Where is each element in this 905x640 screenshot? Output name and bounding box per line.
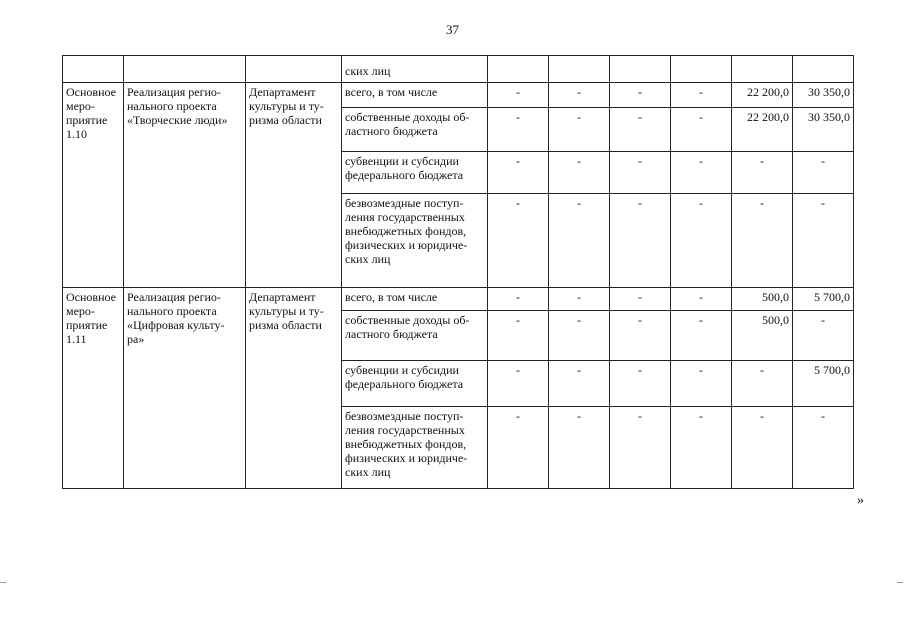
table-cell-value: - bbox=[610, 288, 671, 311]
table-cell-value-empty bbox=[793, 56, 854, 83]
table-cell-value: 5 700,0 bbox=[793, 361, 854, 407]
table-cell-value: - bbox=[549, 288, 610, 311]
table-cell-value: - bbox=[549, 361, 610, 407]
table-cell-value: - bbox=[610, 83, 671, 108]
table-cell-value: 500,0 bbox=[732, 288, 793, 311]
table-cell-value-empty bbox=[732, 56, 793, 83]
table-cell-value: - bbox=[671, 311, 732, 361]
table-cell-value: - bbox=[793, 407, 854, 489]
table-cell-value: - bbox=[671, 108, 732, 152]
table-cell-value: 30 350,0 bbox=[793, 83, 854, 108]
table-cell-project-name: Реализация регио- нального проекта «Творческие люди» bbox=[124, 83, 246, 288]
table-cell-value: 22 200,0 bbox=[732, 83, 793, 108]
table-cell-value: - bbox=[610, 152, 671, 194]
table-cell-source: безвозмездные поступ- ления государственных внебюджетных фондов, физических и юридиче- ских лиц bbox=[342, 407, 488, 489]
edge-mark-right bbox=[897, 582, 903, 583]
table-cell-value: - bbox=[488, 288, 549, 311]
table-cell-value-empty bbox=[488, 56, 549, 83]
table-cell-value-empty bbox=[610, 56, 671, 83]
table-row-continuation bbox=[63, 56, 854, 83]
table-cell-value: - bbox=[488, 407, 549, 489]
table-cell-value-empty bbox=[671, 56, 732, 83]
table-cell-value: - bbox=[732, 407, 793, 489]
table-cell-source: субвенции и субсидии федерального бюджета bbox=[342, 361, 488, 407]
table-cell-source: собственные доходы об- ластного бюджета bbox=[342, 108, 488, 152]
table-cell-source: всего, в том числе bbox=[342, 83, 488, 108]
table-cell-project-name: Реализация регио- нального проекта «Цифровая культу- ра» bbox=[124, 288, 246, 489]
table-cell-value: - bbox=[549, 152, 610, 194]
table-cell-value: - bbox=[549, 83, 610, 108]
table-cell-value: 500,0 bbox=[732, 311, 793, 361]
table-cell-value: - bbox=[488, 152, 549, 194]
table-cell-value: - bbox=[793, 194, 854, 288]
table-cell-value: - bbox=[671, 83, 732, 108]
table-cell-value: - bbox=[732, 361, 793, 407]
budget-table bbox=[62, 55, 854, 489]
table-cell-department: Департамент культуры и ту- ризма области bbox=[246, 83, 342, 288]
table-cell-source: всего, в том числе bbox=[342, 288, 488, 311]
table-cell-department: Департамент культуры и ту- ризма области bbox=[246, 288, 342, 489]
table-cell-value: - bbox=[610, 108, 671, 152]
table-cell-value: - bbox=[610, 407, 671, 489]
page-number: 37 bbox=[446, 22, 459, 37]
table-cell-value: - bbox=[671, 152, 732, 194]
table-cell-value: - bbox=[488, 83, 549, 108]
table-cell-source: субвенции и субсидии федерального бюджета bbox=[342, 152, 488, 194]
budget-table-body bbox=[63, 56, 854, 489]
table-row bbox=[63, 288, 854, 311]
table-cell-value: - bbox=[610, 361, 671, 407]
edge-mark-left bbox=[0, 582, 6, 583]
table-cell-value: - bbox=[671, 194, 732, 288]
table-row bbox=[63, 83, 854, 108]
table-cell-value: - bbox=[732, 152, 793, 194]
table-cell-value: - bbox=[671, 407, 732, 489]
table-cell-value: - bbox=[549, 108, 610, 152]
table-cell-dept-empty bbox=[246, 56, 342, 83]
table-cell-value: - bbox=[488, 194, 549, 288]
table-cell-value: 22 200,0 bbox=[732, 108, 793, 152]
table-cell-activity: Основное меро- приятие 1.10 bbox=[63, 83, 124, 288]
table-cell-value: - bbox=[610, 194, 671, 288]
table-cell-value: 5 700,0 bbox=[793, 288, 854, 311]
table-cell-value: - bbox=[488, 361, 549, 407]
table-cell-value-empty bbox=[549, 56, 610, 83]
table-cell-value: - bbox=[549, 407, 610, 489]
table-cell-value: - bbox=[488, 311, 549, 361]
table-cell-value: - bbox=[793, 152, 854, 194]
table-cell-source: ских лиц bbox=[342, 56, 488, 83]
table-cell-value: - bbox=[732, 194, 793, 288]
table-cell-activity-empty bbox=[63, 56, 124, 83]
closing-quote: » bbox=[857, 493, 864, 508]
table-cell-value: - bbox=[671, 288, 732, 311]
table-cell-value: - bbox=[793, 311, 854, 361]
table-cell-activity: Основное меро- приятие 1.11 bbox=[63, 288, 124, 489]
table-cell-value: 30 350,0 bbox=[793, 108, 854, 152]
table-cell-source: безвозмездные поступ- ления государственных внебюджетных фондов, физических и юридиче- ских лиц bbox=[342, 194, 488, 288]
table-cell-value: - bbox=[671, 361, 732, 407]
table-cell-value: - bbox=[610, 311, 671, 361]
table-cell-value: - bbox=[488, 108, 549, 152]
table-cell-name-empty bbox=[124, 56, 246, 83]
table-cell-value: - bbox=[549, 194, 610, 288]
table-cell-source: собственные доходы об- ластного бюджета bbox=[342, 311, 488, 361]
table-cell-value: - bbox=[549, 311, 610, 361]
